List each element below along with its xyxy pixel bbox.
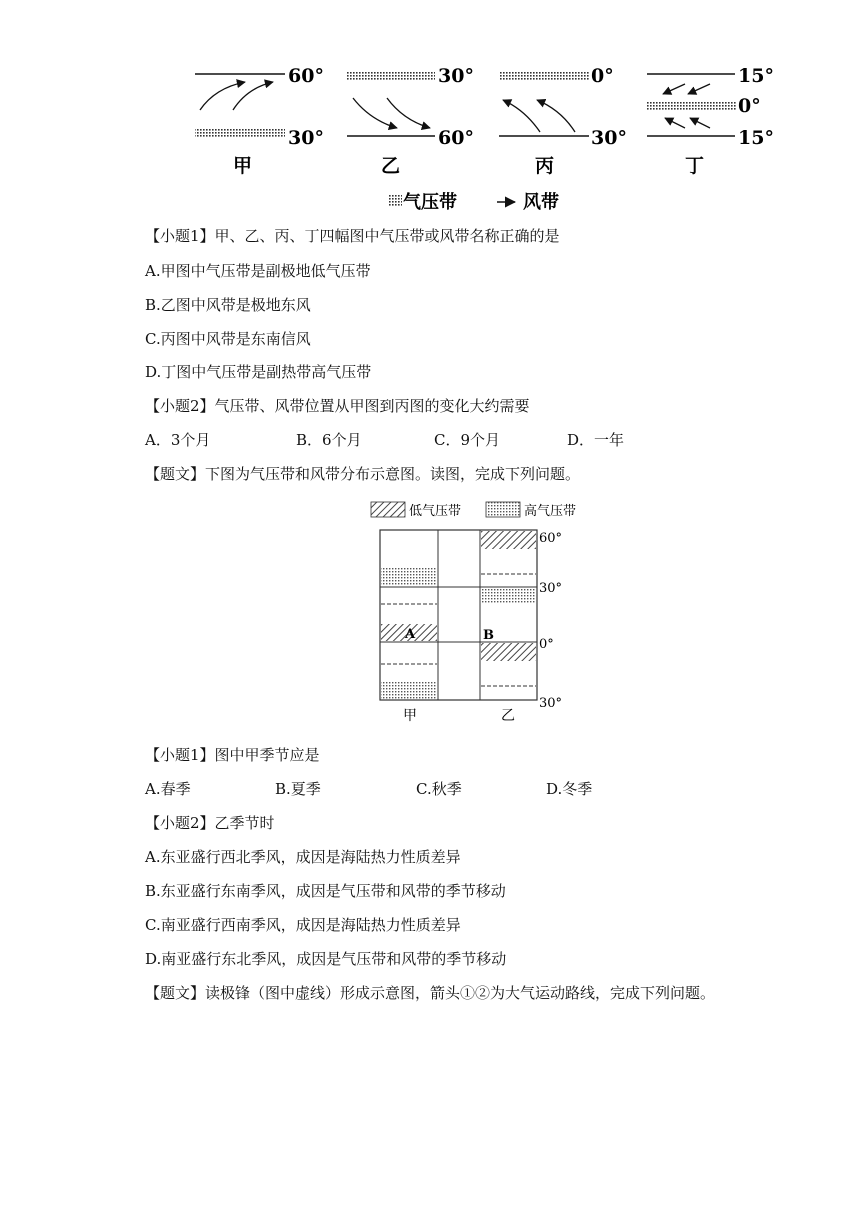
question-2-option-d[interactable]: D．一年 xyxy=(567,431,625,449)
wind-arrow xyxy=(233,82,273,110)
question-4-title: 【小题2】乙季节时 xyxy=(145,814,275,832)
question-3-option-a[interactable]: A.春季 xyxy=(145,780,191,798)
panel-jia xyxy=(195,65,324,177)
panel-yi-bottom-label: 60° xyxy=(438,127,474,149)
panel-bing-name: 丙 xyxy=(535,155,555,177)
panel-ding-middle-label: 0° xyxy=(738,95,761,117)
wind-arrow xyxy=(387,98,430,128)
question-1-option-c[interactable]: C.丙图中风带是东南信风 xyxy=(145,330,311,348)
legend-pressure-label: 气压带 xyxy=(403,192,457,213)
question-4-option-d[interactable]: D.南亚盛行东北季风，成因是气压带和风带的季节移动 xyxy=(145,950,507,968)
question-3-option-d[interactable]: D.冬季 xyxy=(546,780,593,798)
lat-label-60: 60° xyxy=(539,531,563,546)
question-1-option-d[interactable]: D.丁图中气压带是副热带高气压带 xyxy=(145,363,372,381)
low-pressure-belt xyxy=(481,643,536,661)
wind-arrow xyxy=(688,84,710,94)
panel-ding-top-label: 15° xyxy=(738,65,774,87)
wind-arrow xyxy=(537,100,575,132)
high-pressure-belt xyxy=(381,568,437,585)
legend-wind-label: 风带 xyxy=(523,192,559,213)
panel-jia-bottom-label: 30° xyxy=(288,127,324,149)
lat-label-0: 0° xyxy=(539,637,554,652)
question-2-option-c[interactable]: C．9个月 xyxy=(434,431,501,449)
pressure-belt xyxy=(195,129,285,138)
legend-high-swatch xyxy=(486,502,520,517)
question-1-option-a[interactable]: A.甲图中气压带是副极地低气压带 xyxy=(145,262,371,280)
question-3-title: 【小题1】图中甲季节应是 xyxy=(145,746,320,764)
col-label-yi: 乙 xyxy=(501,708,515,724)
question-2-title: 【小题2】气压带、风带位置从甲图到丙图的变化大约需要 xyxy=(145,397,530,415)
seasonal-belt-figure xyxy=(368,496,598,728)
panel-jia-top-label: 60° xyxy=(288,65,324,87)
low-pressure-belt xyxy=(481,531,536,549)
lat-label-30s: 30° xyxy=(539,696,563,711)
question-4-option-c[interactable]: C.南亚盛行西南季风，成因是海陆热力性质差异 xyxy=(145,916,461,934)
legend-pressure-swatch xyxy=(388,195,402,206)
passage-3: 【题文】读极锋（图中虚线）形成示意图，箭头①②为大气运动路线，完成下列问题。 xyxy=(145,984,716,1002)
pressure-wind-belt-figure xyxy=(185,60,785,220)
wind-arrow xyxy=(200,82,245,110)
panel-jia-name: 甲 xyxy=(233,155,253,177)
wind-arrow xyxy=(665,118,685,128)
wind-arrow xyxy=(503,100,540,132)
panel-ding-bottom-label: 15° xyxy=(738,127,774,149)
question-4-option-b[interactable]: B.东亚盛行东南季风，成因是气压带和风带的季节移动 xyxy=(145,882,506,900)
legend-low-swatch xyxy=(371,502,405,517)
panel-bing xyxy=(499,65,627,177)
panel-ding-name: 丁 xyxy=(685,155,705,177)
legend-high-label: 高气压带 xyxy=(524,504,577,519)
wind-arrow xyxy=(663,84,685,94)
lat-label-30n: 30° xyxy=(539,581,563,596)
pressure-belt xyxy=(499,72,589,81)
panel-ding xyxy=(647,65,774,177)
panel-yi xyxy=(347,65,474,177)
point-a-label: A xyxy=(405,627,416,642)
question-4-option-a[interactable]: A.东亚盛行西北季风，成因是海陆热力性质差异 xyxy=(145,848,461,866)
panel-bing-bottom-label: 30° xyxy=(591,127,627,149)
wind-arrow xyxy=(690,118,710,128)
pressure-belt xyxy=(647,101,737,110)
question-2-option-a[interactable]: A．3个月 xyxy=(145,431,211,449)
passage-2: 【题文】下图为气压带和风带分布示意图。读图，完成下列问题。 xyxy=(145,465,581,483)
col-label-jia: 甲 xyxy=(403,708,417,724)
panel-bing-top-label: 0° xyxy=(591,65,614,87)
point-b-label: B xyxy=(483,628,494,643)
high-pressure-belt xyxy=(481,588,536,604)
panel-yi-top-label: 30° xyxy=(438,65,474,87)
high-pressure-belt xyxy=(381,682,437,699)
question-2-option-b[interactable]: B．6个月 xyxy=(296,431,362,449)
question-1-title: 【小题1】甲、乙、丙、丁四幅图中气压带或风带名称正确的是 xyxy=(145,227,560,245)
pressure-belt xyxy=(347,72,435,81)
panel-yi-name: 乙 xyxy=(381,155,401,177)
question-3-option-c[interactable]: C.秋季 xyxy=(416,780,462,798)
figure1-legend xyxy=(388,191,559,213)
question-3-option-b[interactable]: B.夏季 xyxy=(275,780,321,798)
legend-low-label: 低气压带 xyxy=(409,504,462,519)
question-1-option-b[interactable]: B.乙图中风带是极地东风 xyxy=(145,296,311,314)
